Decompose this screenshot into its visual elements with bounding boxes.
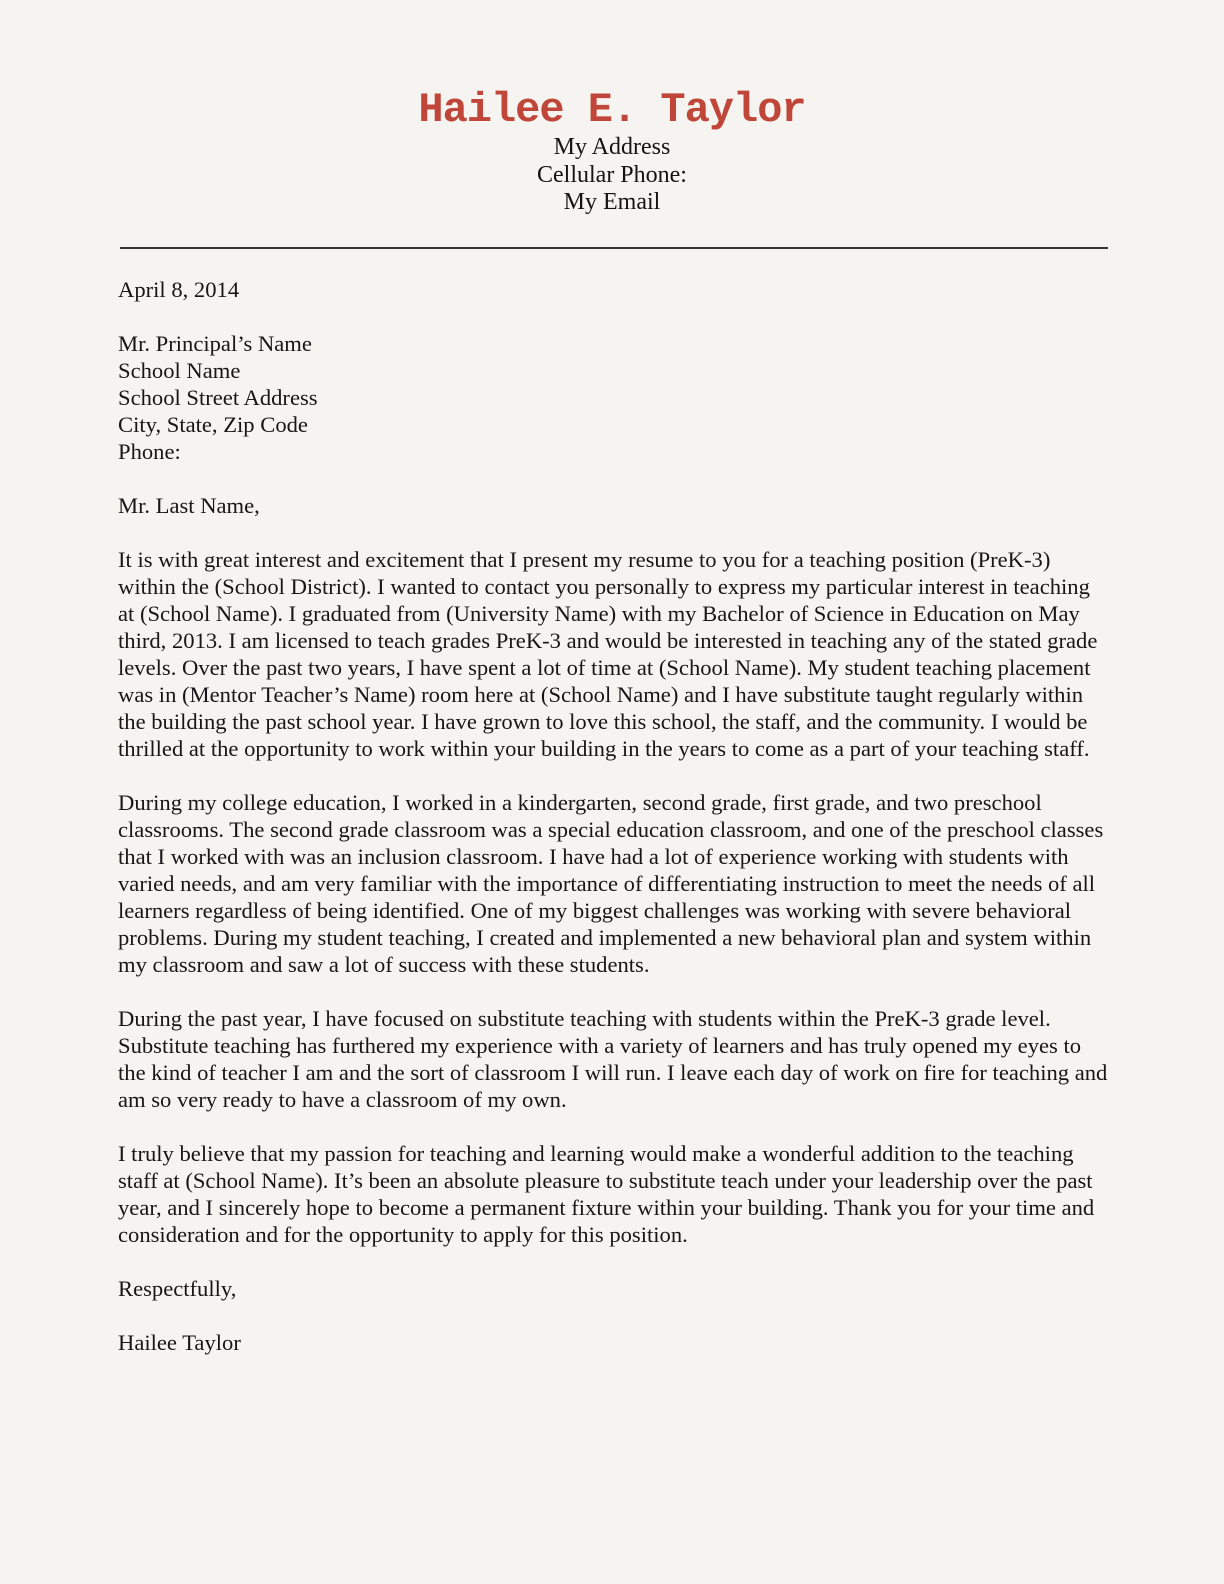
letter-date: April 8, 2014 [118,276,240,302]
paragraph-college-experience: During my college education, I worked in a kindergarten, second grade, first grade, and two preschool classrooms. The second grade classroom was a special education classroom, and one of the preschool classes that I worked with was an inclusion classroom. I have had a lot of experience working with students with varied needs, and am very familiar with the importance of differentiating instruction to meet the needs of all learners regardless of being identified. One of my biggest challenges was working with severe behavioral problems. During my student teaching, I created and implemented a new behavioral plan and system within my classroom and saw a lot of success with these students. [118,789,1104,977]
signature: Hailee Taylor [118,1329,241,1355]
contact-phone: Cellular Phone: [537,161,687,188]
letter-body [118,276,1110,1356]
contact-address: My Address [553,134,671,160]
paragraph-introduction: It is with great interest and excitement that I present my resume to you for a teaching position (PreK-3) within the (School District). I wanted to contact you personally to express my particular interest in teaching at (School Name). I graduated from (University Name) with my Bachelor of Science in Education on May third, 2013. I am licensed to teach grades PreK-3 and would be interested in teaching any of the stated grade levels. Over the past two years, I have spent a lot of time at (School Name). My student teaching placement was in (Mentor Teacher’s Name) room here at (School Name) and I have substitute taught regularly within the building the past school year. I have grown to love this school, the staff, and the community. I would be thrilled at the opportunity to work within your building in the years to come as a part of your teaching staff. [118,546,1098,761]
paragraph-closing-appeal: I truly believe that my passion for teaching and learning would make a wonderful addition to the teaching staff at (School Name). It’s been an absolute pleasure to substitute teach under your leadership over the past year, and I sincerely hope to become a permanent fixture within your building. Thank you for your time and consideration and for the opportunity to apply for this position. [118,1140,1095,1247]
salutation: Mr. Last Name, [118,492,260,518]
recipient-school-name: School Name [118,357,241,383]
letterhead [0,86,1224,217]
recipient-street-address: School Street Address [118,384,318,410]
contact-email: My Email [563,189,661,215]
recipient-block [118,330,1110,465]
closing: Respectfully, [118,1275,237,1301]
author-name-heading: Hailee E. Taylor [418,86,806,134]
recipient-phone: Phone: [118,438,181,464]
recipient-principal-name: Mr. Principal’s Name [118,330,312,356]
paragraph-substitute-teaching: During the past year, I have focused on substitute teaching with students within the PreK-3 grade level. Substitute teaching has furthered my experience with a variety of learners and has truly opened my eyes to the kind of teacher I am and the sort of classroom I will run. I leave each day of work on fire for teaching and am so very ready to have a classroom of my own. [118,1005,1108,1112]
header-divider [120,247,1108,249]
recipient-city-state-zip: City, State, Zip Code [118,411,308,437]
